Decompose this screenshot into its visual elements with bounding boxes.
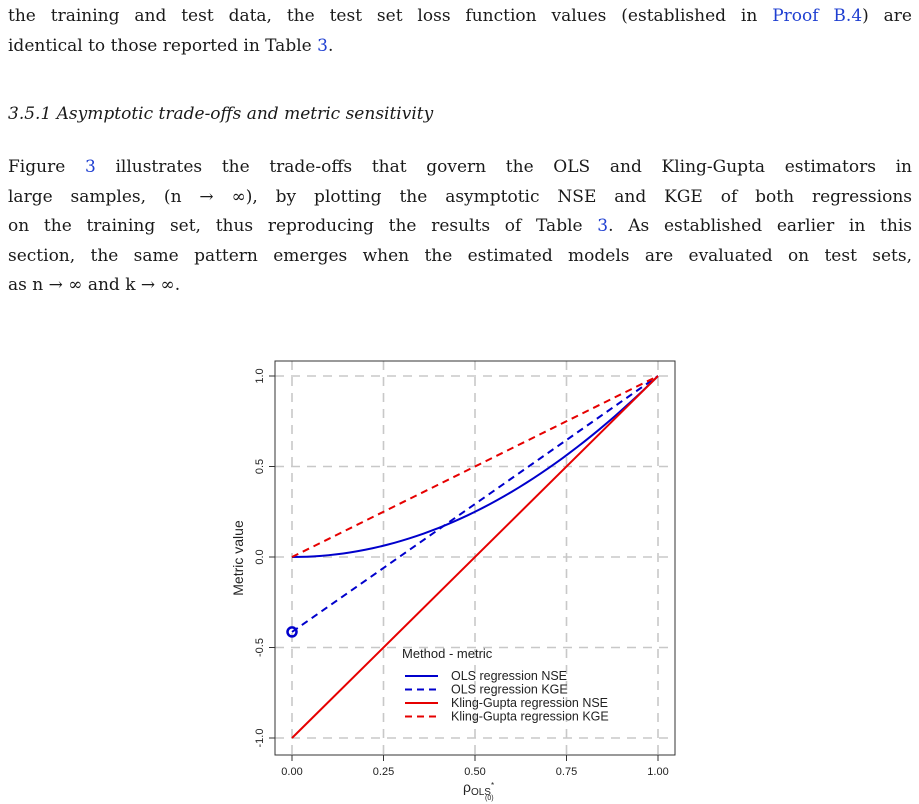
y-axis-label: Metric value <box>230 520 246 596</box>
text-span: ) are <box>862 6 912 26</box>
figure-link[interactable]: 3 <box>84 157 96 177</box>
y-tick-label: 0.5 <box>254 458 266 475</box>
p2-line-2: large samples, (n → ∞), by plotting the asymptotic NSE and KGE of both regressions <box>8 186 912 207</box>
table-link[interactable]: 3 <box>597 216 609 236</box>
text-span: . <box>327 35 334 56</box>
text-span: illustrates the trade-offs that govern the OLS and Kling-Gupta estimators in <box>95 157 913 177</box>
text-span: identical to those reported in Table <box>8 35 318 56</box>
text-span: . As established earlier in this <box>608 216 912 236</box>
legend-label: OLS regression KGE <box>451 682 568 697</box>
subsection-heading: 3.5.1 Asymptotic trade-offs and metric sensitivity <box>8 104 434 124</box>
y-tick-label: 1.0 <box>254 368 266 384</box>
paragraph-1 <box>8 2 912 61</box>
legend-label: OLS regression NSE <box>451 669 568 683</box>
p2-line-4: section, the same pattern emerges when the estimated models are evaluated on test sets, <box>8 245 912 266</box>
p1-line-1 <box>8 2 912 32</box>
p1-line-2 <box>8 32 912 62</box>
legend-label: Kling-Gupta regression KGE <box>451 709 609 724</box>
x-tick-label: 0.50 <box>464 766 486 778</box>
paragraph-2 <box>8 153 912 301</box>
table-link[interactable]: 3 <box>317 35 328 56</box>
metric-chart <box>215 355 705 804</box>
x-axis-label: $\rho_{OLS}^*$ <box>463 779 495 798</box>
p2-line-5: as n → ∞ and k → ∞. <box>8 275 181 295</box>
text-span: Figure <box>8 157 85 177</box>
x-tick-label: 0.25 <box>372 766 395 778</box>
text-span: on the training set, thus reproducing the results of Table <box>8 216 598 236</box>
y-tick-label: 0.0 <box>254 549 266 565</box>
proof-link[interactable]: Proof B.4 <box>772 6 863 26</box>
figure-3 <box>215 355 705 804</box>
legend-title: Method - metric <box>402 646 493 661</box>
p2-line-3 <box>8 212 912 242</box>
y-tick-label: -0.5 <box>254 638 266 657</box>
legend <box>402 646 609 724</box>
p2-line-1 <box>8 153 912 183</box>
text-span: the training and test data, the test set loss function values (established in <box>8 6 773 26</box>
y-tick-label: -1.0 <box>254 728 266 748</box>
x-axis-label-subscript: (0) <box>485 795 494 802</box>
axes <box>230 361 675 802</box>
x-tick-label: 1.00 <box>647 766 669 778</box>
x-tick-label: 0.75 <box>555 766 578 778</box>
x-tick-label: 0.00 <box>281 766 303 778</box>
legend-label: Kling-Gupta regression NSE <box>451 696 609 710</box>
